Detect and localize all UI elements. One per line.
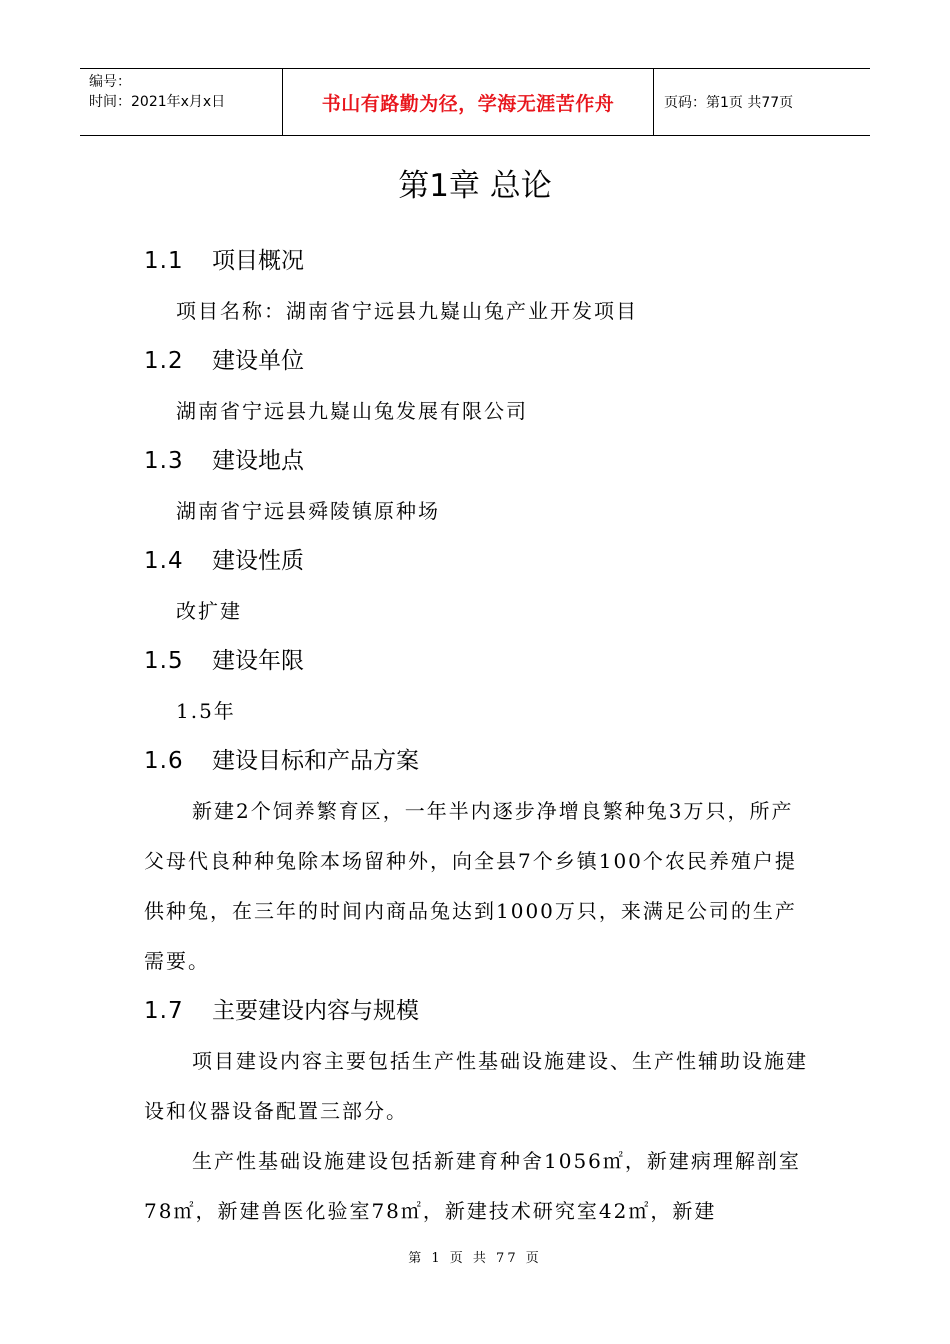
section-title: 项目概况 bbox=[212, 248, 304, 274]
section-paragraph: 生产性基础设施建设包括新建育种舍1056㎡，新建病理解剖室78㎡，新建兽医化验室78㎡，新建技术研究室42㎡，新建 bbox=[144, 1149, 801, 1223]
header-page-cell bbox=[654, 69, 870, 135]
header-motto: 书山有路勤为径，学海无涯苦作舟 bbox=[321, 92, 615, 115]
section-paragraph: 1.5年 bbox=[176, 699, 236, 723]
section-title: 建设地点 bbox=[212, 448, 304, 474]
section-heading bbox=[144, 986, 814, 1036]
document-number-label: 编号： bbox=[89, 74, 131, 90]
section-paragraph: 新建2个饲养繁育区，一年半内逐步净增良繁种兔3万只，所产父母代良种种兔除本场留种外，向全县7个乡镇100个农民养殖户提供种兔，在三年的时间内商品兔达到1000万只，来满足公司的生产需要。 bbox=[144, 799, 797, 973]
page-footer: 第 1 页 共 77 页 bbox=[408, 1251, 542, 1266]
document-date-label: 时间：2021年x月x日 bbox=[89, 94, 226, 110]
section-heading bbox=[144, 736, 814, 786]
section-title: 建设性质 bbox=[212, 548, 304, 574]
section-number: 1.6 bbox=[144, 748, 184, 774]
header-motto-cell bbox=[282, 69, 654, 135]
section-paragraph: 改扩建 bbox=[176, 599, 242, 623]
section-heading bbox=[144, 536, 814, 586]
header-meta bbox=[80, 69, 282, 135]
section-title: 建设单位 bbox=[212, 348, 304, 374]
section-number: 1.1 bbox=[144, 248, 184, 274]
section-heading bbox=[144, 636, 814, 686]
section-paragraph: 湖南省宁远县九嶷山兔发展有限公司 bbox=[176, 399, 528, 423]
chapter-title: 第1章 总论 bbox=[398, 168, 552, 204]
section-title: 建设目标和产品方案 bbox=[212, 748, 419, 774]
section-paragraph: 项目名称：湖南省宁远县九嶷山兔产业开发项目 bbox=[176, 299, 638, 323]
document-body bbox=[144, 236, 814, 1236]
page-header bbox=[80, 68, 870, 136]
section-heading bbox=[144, 236, 814, 286]
section-heading bbox=[144, 436, 814, 486]
section-title: 建设年限 bbox=[212, 648, 304, 674]
section-heading bbox=[144, 336, 814, 386]
section-paragraph: 项目建设内容主要包括生产性基础设施建设、生产性辅助设施建设和仪器设备配置三部分。 bbox=[144, 1049, 808, 1123]
section-number: 1.2 bbox=[144, 348, 184, 374]
header-page-info: 页码：第1页 共77页 bbox=[664, 95, 794, 111]
section-title: 主要建设内容与规模 bbox=[212, 998, 419, 1024]
section-number: 1.7 bbox=[144, 998, 184, 1024]
section-paragraph: 湖南省宁远县舜陵镇原种场 bbox=[176, 499, 440, 523]
section-number: 1.5 bbox=[144, 648, 184, 674]
section-number: 1.4 bbox=[144, 548, 184, 574]
section-number: 1.3 bbox=[144, 448, 184, 474]
